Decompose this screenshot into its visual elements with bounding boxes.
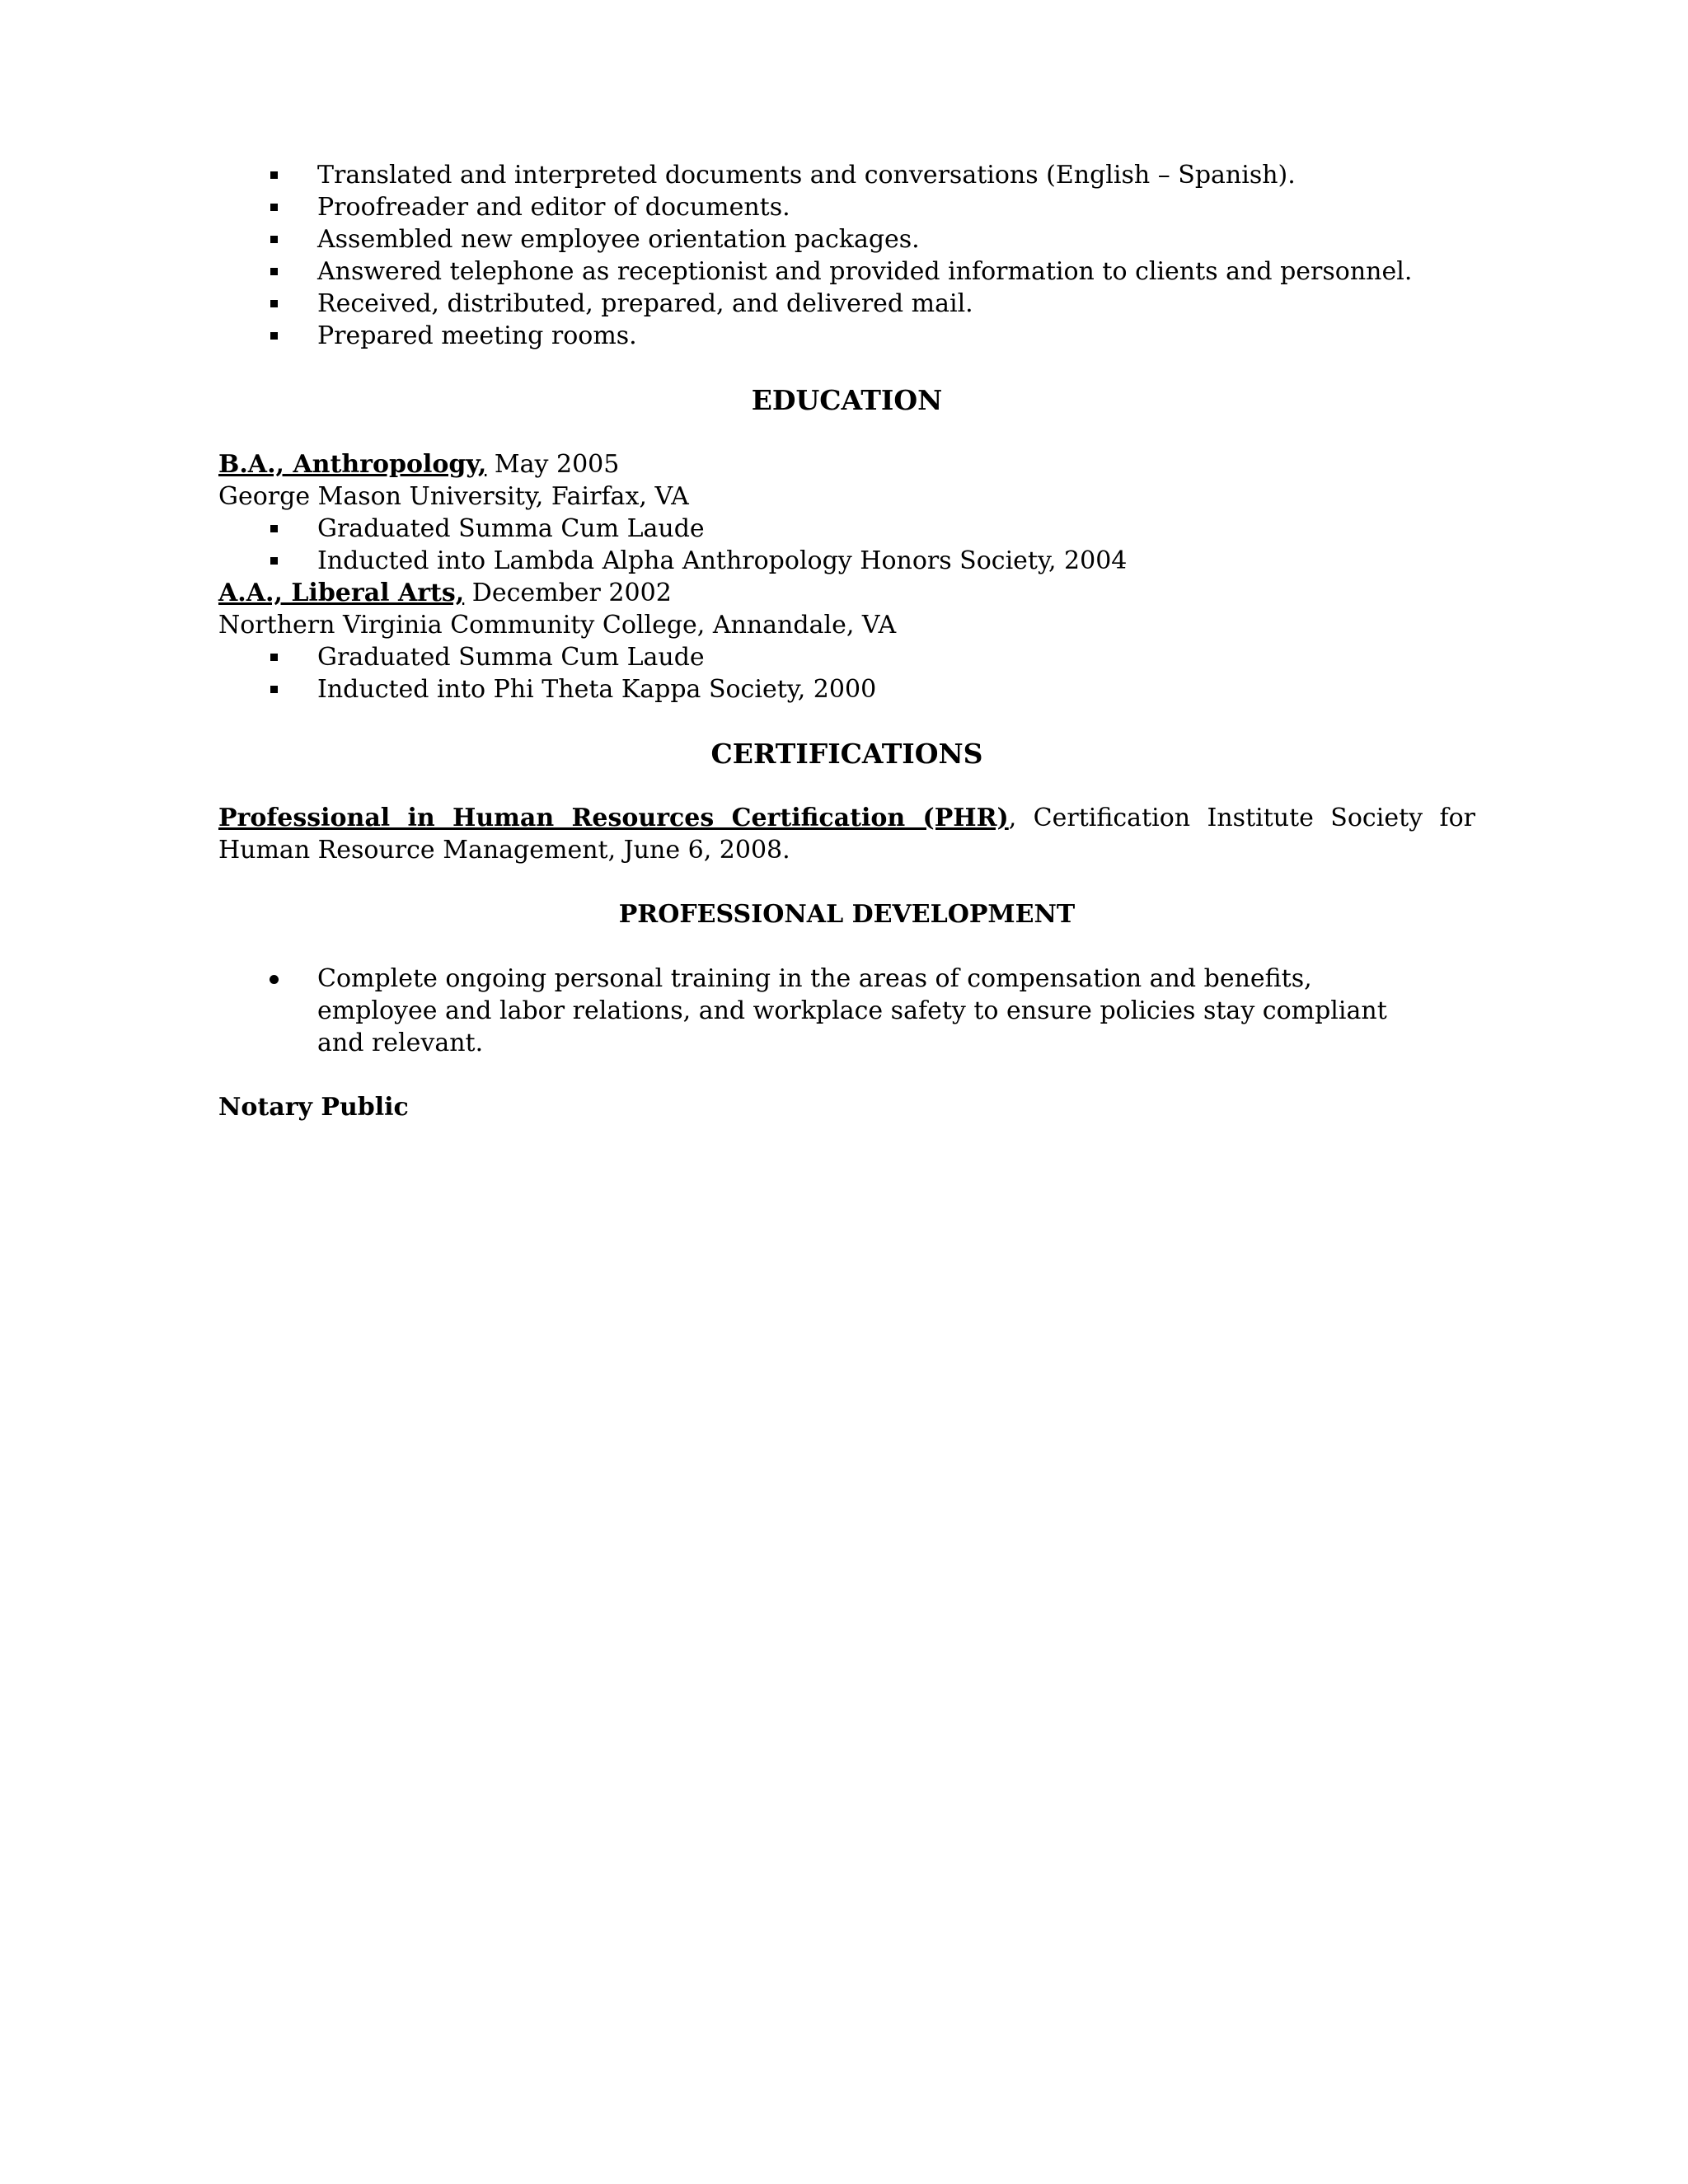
degree-aa-school: Northern Virginia Community College, Annandale, VA [218,611,897,640]
experience-bullet: Translated and interpreted documents and conversations (English – Spanish). [218,159,1475,191]
certification-name: Professional in Human Resources Certification (PHR) [218,804,1009,832]
degree-ba-date: May 2005 [486,450,620,479]
notary-public: Notary Public [218,1093,409,1122]
degree-ba-line [218,448,1475,480]
certification-detail: , Certification Institute Society for Human Resource Management, June 6, 2008. [218,804,1475,865]
certification-entry [218,802,1475,866]
certifications-heading: CERTIFICATIONS [710,738,983,770]
degree-aa-line [218,577,1475,609]
degree-ba [218,448,1475,577]
experience-bullet: Received, distributed, prepared, and delivered mail. [218,288,1475,320]
degree-aa-bullet: Graduated Summa Cum Laude [218,641,1475,673]
degree-ba-school: George Mason University, Fairfax, VA [218,482,689,511]
degree-ba-bullets [218,513,1475,577]
education-heading: EDUCATION [751,384,943,416]
professional-development-list [218,963,1422,1059]
degree-aa-date: December 2002 [464,579,672,607]
degree-aa-bullet: Inducted into Phi Theta Kappa Society, 2000 [218,673,1475,705]
experience-bullet: Proofreader and editor of documents. [218,191,1475,223]
degree-aa-title: A.A., Liberal Arts, [218,579,465,607]
degree-aa-bullets [218,641,1475,705]
professional-development-bullet: Complete ongoing personal training in the areas of compensation and benefits, employee and labor relations, and workplace safety to ensure policies stay compliant and relevant. [218,963,1422,1059]
degree-ba-bullet: Inducted into Lambda Alpha Anthropology Honors Society, 2004 [218,545,1475,577]
resume-content [218,159,1475,1123]
experience-bullet: Prepared meeting rooms. [218,320,1475,352]
degree-ba-title: B.A., Anthropology, [218,450,487,479]
professional-development-heading: PROFESSIONAL DEVELOPMENT [618,900,1076,929]
experience-bullet: Answered telephone as receptionist and provided information to clients and personnel. [218,255,1475,288]
experience-bullet: Assembled new employee orientation packages. [218,223,1475,255]
experience-bullet-list [218,159,1475,352]
degree-aa [218,577,1475,705]
degree-ba-bullet: Graduated Summa Cum Laude [218,513,1475,545]
